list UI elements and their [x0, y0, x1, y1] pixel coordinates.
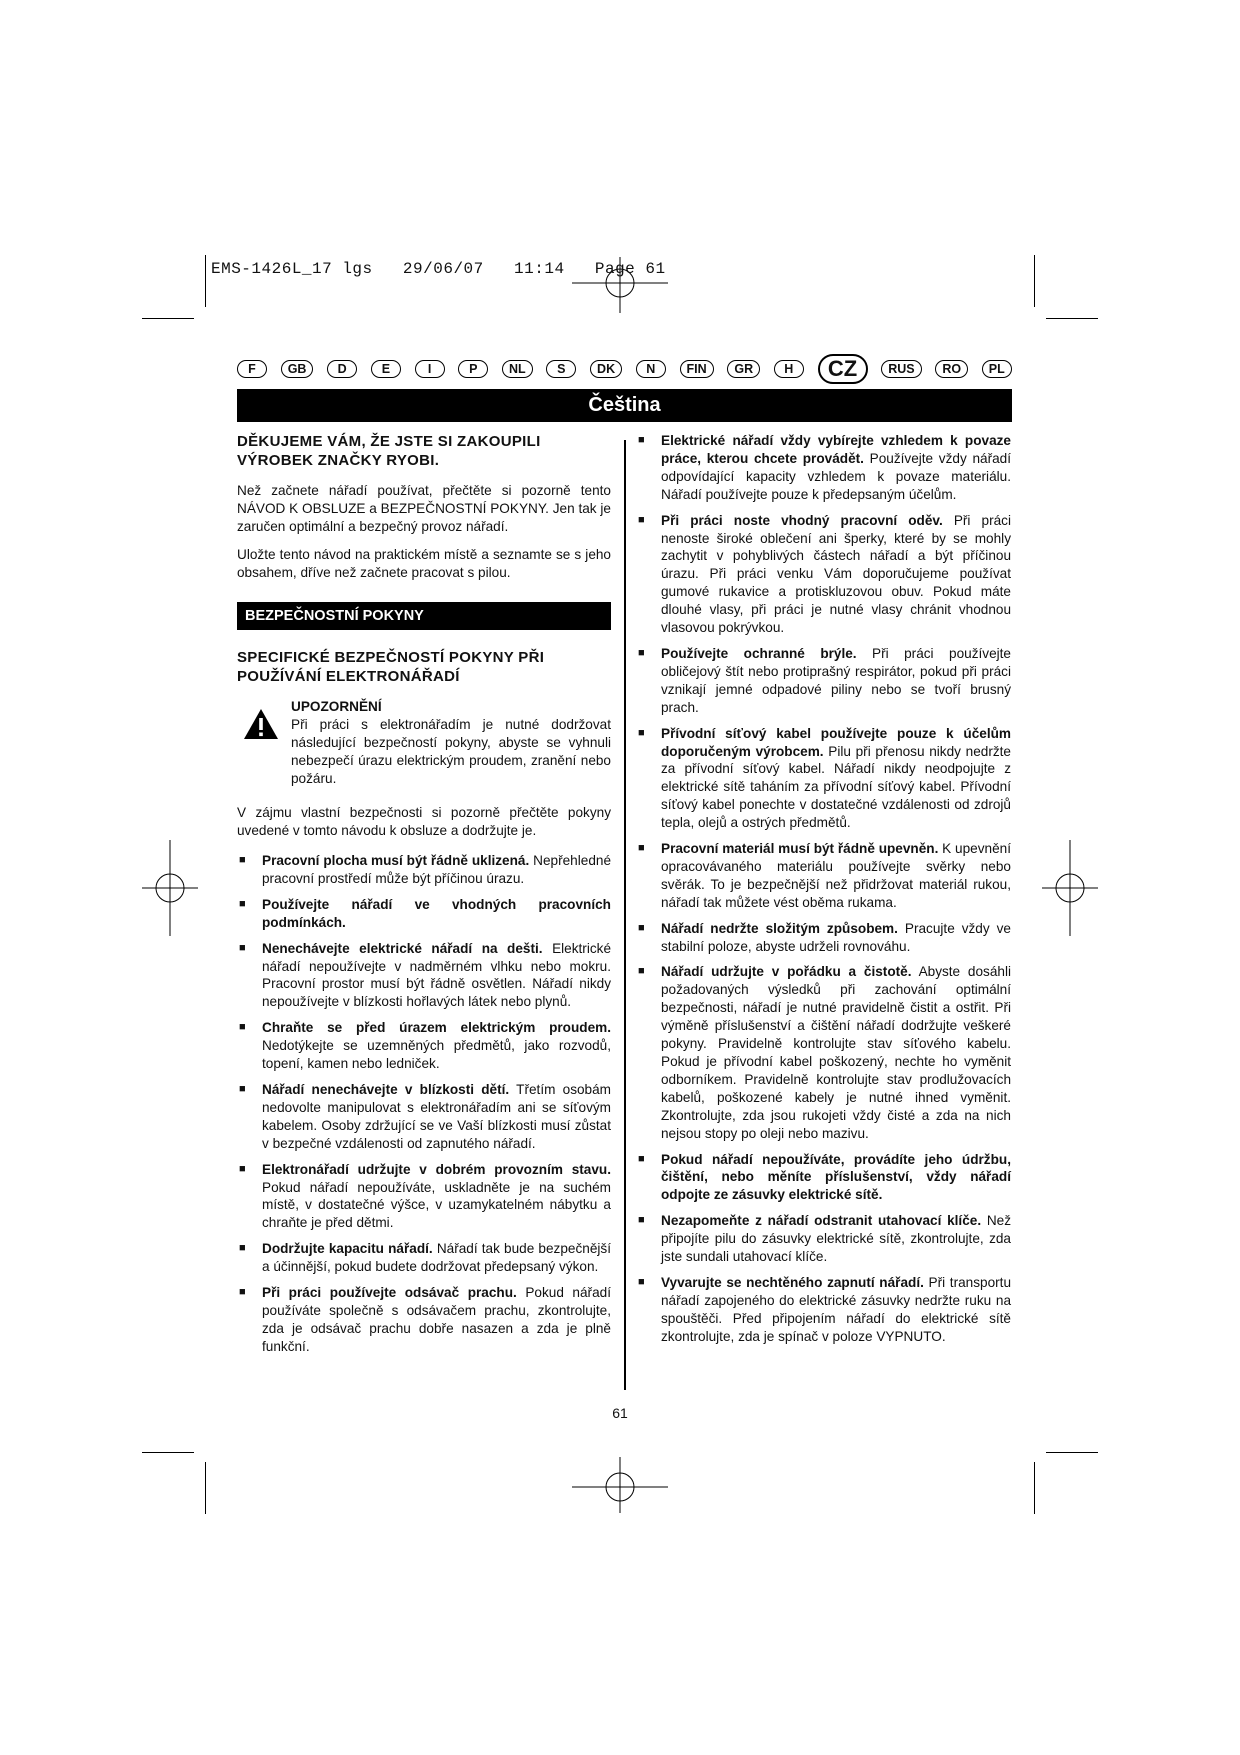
language-tab-s: S — [546, 360, 576, 378]
safety-item-text: Pracujte vždy ve stabilní poloze, abyste udrželi rovnováhu. — [661, 920, 1011, 954]
safety-item-title: Nenechávejte elektrické nářadí na dešti. — [262, 940, 543, 956]
language-tab-rus: RUS — [881, 360, 921, 378]
safety-item-title: Pracovní plocha musí být řádně uklizená. — [262, 853, 530, 868]
warning-body: Při práci s elektronářadím je nutné dodržovat následující bezpečností pokyny, abyste se vyhnuli nebezpečí úrazu elektrickým proudem, zranění nebo požáru. — [291, 717, 611, 786]
crop-mark — [142, 1452, 194, 1453]
column-divider — [624, 440, 626, 1390]
language-tab-gb: GB — [281, 360, 314, 378]
crop-mark — [142, 318, 194, 319]
safety-item-text: Pokud nářadí používáte společně s odsávačem prachu, zkontrolujte, zda je odsávač prachu dobře nasazen a zda je plně funkční. — [262, 1285, 611, 1354]
safety-item-text: Používejte vždy nářadí odpovídající kapacity vzhledem k povaze materiálu. Nářadí používejte pouze k předepsaným účelům. — [661, 450, 1011, 502]
safety-item-title: Elektrické nářadí vždy vybírejte vzhledem k povaze práce, kterou chcete provádět. — [661, 433, 1011, 466]
safety-item-text: Při práci nenoste široké oblečení ani šperky, které by se mohly zachytit v pohyblivých částech nářadí a být příčinou úrazu. Při práci venku Vám doporučujeme používat gumové rukavice a protiskluzovou obuv. Pokud máte dlouhé vlasy, při práci je nutné vlasy chránit vhodnou vlasovou pokrývkou. — [661, 512, 1011, 636]
safety-item — [636, 1274, 1011, 1346]
language-tab-gr: GR — [727, 360, 760, 378]
safety-item — [636, 512, 1011, 637]
safety-item — [237, 1161, 611, 1233]
registration-mark-right — [1040, 838, 1100, 938]
safety-item-title: Dodržujte kapacitu nářadí. — [262, 1241, 433, 1257]
safety-item-title: Nářadí nedržte složitým způsobem. — [661, 920, 898, 936]
safety-item-title: Používejte ochranné brýle. — [661, 645, 857, 661]
print-slug: EMS-1426L_17 lgs 29/06/07 11:14 Page 61 — [211, 260, 666, 278]
safety-item — [636, 1151, 1011, 1205]
safety-item-text: Nedotýkejte se uzemněných předmětů, jako rozvodů, topení, kamen nebo ledniček. — [262, 1038, 611, 1072]
safety-item-title: Chraňte se před úrazem elektrickým proudem. — [262, 1020, 611, 1036]
safety-item-title: Nářadí udržujte v pořádku a čistotě. — [661, 964, 912, 980]
safety-list-right — [636, 432, 1011, 1346]
language-tab-pl: PL — [982, 360, 1012, 378]
safety-item — [636, 840, 1011, 912]
crop-mark — [1046, 318, 1098, 319]
safety-item-text: Pokud nářadí nepoužíváte, uskladněte je na suchém místě, v dostatečné výšce, v uzamykatelném nábytku a chraňte je před dětmi. — [262, 1179, 611, 1231]
safety-item-text: Abyste dosáhli požadovaných výsledků při zachování optimální bezpečnosti, nářadí je nutné pravidelně čistit a ostřit. Při výměně příslušenství a čištění nářadí dodržujte veškeré pokyny. Pravidelně kontrolujte stav síťového kabelu. Pokud je přívodní kabel poškozený, nechte ho vyměnit odborníkem. Pravidelně kontrolujte stav prodlužovacích kabelů, poškozené kabely je nutné ihned vyměnit. Zkontrolujte, zda jsou rukojeti vždy čisté a zda na nich nejsou stopy po oleji nebo mazivu. — [661, 964, 1011, 1141]
page-title: Čeština — [237, 389, 1012, 422]
safety-item — [237, 940, 611, 1012]
language-tab-dk: DK — [590, 360, 622, 378]
safety-item — [237, 1081, 611, 1153]
safety-item — [636, 920, 1011, 956]
crop-mark — [1034, 1462, 1035, 1514]
safety-item-text: Než připojíte pilu do zásuvky elektrické sítě, zkontrolujte, zda jste sundali utahovací klíče. — [661, 1213, 1011, 1265]
safety-item-text: Nářadí tak bude bezpečnější a účinnější, pokud budete dodržovat předepsaný výkon. — [262, 1241, 611, 1275]
language-tab-ro: RO — [935, 360, 968, 378]
warning-block — [237, 698, 611, 788]
safety-item — [636, 963, 1011, 1142]
safety-item — [636, 645, 1011, 717]
safety-item — [237, 852, 611, 888]
language-tab-f: F — [237, 360, 267, 378]
intro-paragraph: Než začnete nářadí používat, přečtěte si pozorně tento NÁVOD K OBSLUZE a BEZPEČNOSTNÍ POKYNY. Jen tak je zaručen optimální a bezpečný provoz nářadí. — [237, 483, 611, 534]
safety-list-left — [237, 852, 611, 1356]
left-column — [237, 432, 611, 1364]
safety-item-title: Při práci používejte odsávač prachu. — [262, 1285, 517, 1301]
specific-heading: SPECIFICKÉ BEZPEČNOSTÍ POKYNY PŘI POUŽÍVÁNÍ ELEKTRONÁŘADÍ — [237, 649, 545, 685]
language-bar — [237, 352, 1012, 386]
warning-title: UPOZORNĚNÍ — [291, 699, 382, 714]
safety-item — [237, 1284, 611, 1356]
registration-mark-left — [140, 838, 200, 938]
language-tab-n: N — [636, 360, 666, 378]
safety-item — [237, 1019, 611, 1073]
safety-item-title: Nezapomeňte z nářadí odstranit utahovací klíče. — [661, 1213, 982, 1229]
safety-item-title: Přívodní síťový kabel používejte pouze k účelům doporučeným výrobcem. — [661, 725, 1011, 759]
right-column — [636, 432, 1011, 1354]
safety-item-title: Elektronářadí udržujte v dobrém provozním stavu. — [262, 1161, 611, 1177]
intro-heading: DĚKUJEME VÁM, ŽE JSTE SI ZAKOUPILI VÝROBEK ZNAČKY RYOBI. — [237, 433, 541, 469]
read-note: V zájmu vlastní bezpečnosti si pozorně přečtěte pokyny uvedené v tomto návodu k obsluze a dodržujte je. — [237, 805, 611, 838]
safety-item-text: Elektrické nářadí nepoužívejte v nadměrném vlhku nebo mokru. Pracovní prostor musí být řádně osvětlen. Nářadí nikdy nepoužívejte v blízkosti hořlavých látek nebo plynů. — [262, 940, 612, 1010]
safety-item-text: Při transportu nářadí zapojeného do elektrické zásuvky nedržte ruku na spouštěči. Před připojením nářadí do elektrické sítě zkontrolujte, zda je spínač v poloze VYPNUTO. — [661, 1274, 1012, 1344]
language-tab-nl: NL — [502, 360, 533, 378]
safety-item-title: Nářadí nenechávejte v blízkosti dětí. — [262, 1081, 510, 1097]
crop-mark — [205, 1462, 206, 1514]
language-tab-d: D — [327, 360, 357, 378]
safety-item — [237, 1240, 611, 1276]
warning-triangle-icon — [237, 698, 291, 788]
safety-item-title: Při práci noste vhodný pracovní oděv. — [661, 512, 943, 528]
safety-item-text: Nepřehledné pracovní prostředí může být příčinou úrazu. — [262, 853, 612, 886]
safety-item-title: Pokud nářadí nepoužíváte, provádíte jeho údržbu, čištění, nebo měníte příslušenství, vždy nářadí odpojte ze zásuvky elektrické sítě. — [661, 1151, 1011, 1203]
safety-item-text: K upevnění opracovávaného materiálu používejte svěrky nebo svěrák. To je bezpečnější než přidržovat materiál rukou, nářadí tak můžete vést oběma rukama. — [661, 841, 1011, 910]
page-number: 61 — [612, 1405, 628, 1421]
safety-item — [237, 896, 611, 932]
crop-mark — [1046, 1452, 1098, 1453]
safety-item-text: Při práci používejte obličejový štít nebo protiprašný respirátor, pokud při práci vznikají jemné odpadové piliny nebo se tvoří brusný prach. — [661, 645, 1011, 715]
safety-item — [636, 1212, 1011, 1266]
safety-item-title: Vyvarujte se nechtěného zapnutí nářadí. — [661, 1274, 924, 1290]
safety-item-title: Pracovní materiál musí být řádně upevněn. — [661, 841, 939, 857]
safety-item-text: Třetím osobám nedovolte manipulovat s elektronářadím ani se síťovým kabelem. Osoby zdržující se ve Vaší blízkosti musí zůstat v bezpečné vzdálenosti od zapnutého nářadí. — [262, 1081, 611, 1151]
intro-paragraph: Uložte tento návod na praktickém místě a seznamte se s jeho obsahem, dříve než začnete pracovat s pilou. — [237, 547, 611, 580]
language-tab-cz: CZ — [818, 354, 868, 384]
crop-mark — [205, 255, 206, 307]
language-tab-p: P — [458, 360, 488, 378]
language-tab-e: E — [371, 360, 401, 378]
safety-item-text: Pilu při přenosu nikdy nedržte za přívodní síťový kabel. Nářadí nikdy neodpojujte z elektrické sítě taháním za přívodní síťový kabel. Přívodní síťový kabel ponechte v dostatečné vzdálenosti od zdrojů tepla, olejů a ostrých předmětů. — [661, 743, 1011, 831]
crop-mark — [1034, 255, 1035, 307]
section-title: BEZPEČNOSTNÍ POKYNY — [237, 602, 611, 630]
safety-item — [636, 725, 1011, 832]
safety-item — [636, 432, 1011, 504]
language-tab-i: I — [415, 360, 445, 378]
safety-item-title: Používejte nářadí ve vhodných pracovních podmínkách. — [262, 896, 611, 930]
language-tab-h: H — [774, 360, 804, 378]
language-tab-fin: FIN — [680, 360, 714, 378]
registration-mark-bottom — [570, 1455, 670, 1515]
